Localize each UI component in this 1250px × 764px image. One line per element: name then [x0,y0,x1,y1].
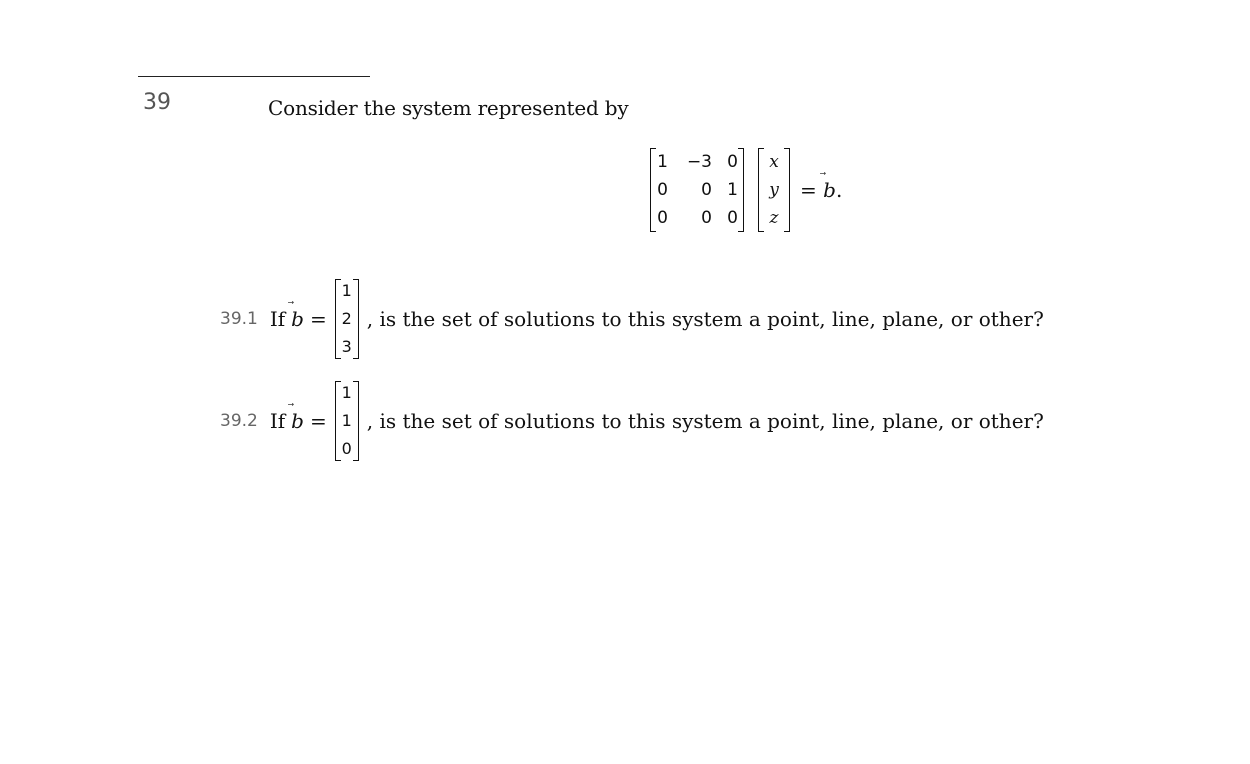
variable-cell: z [769,208,779,228]
subproblem-39-2 [220,376,1044,466]
variable-cell: x [769,152,779,172]
matrix-cell: 1 [657,152,668,172]
problem-number: 39 [143,90,171,115]
b-vector [335,277,359,361]
vector-cell: 3 [341,337,352,356]
equation-rhs [800,178,842,202]
matrix-cell: 0 [701,208,712,228]
problem-intro: Consider the system represented by [268,96,629,120]
matrix-cell: 0 [701,180,712,200]
coefficient-matrix [650,146,744,234]
if-label: If [269,307,286,331]
matrix-cell: 0 [727,152,738,172]
vector-cell: 0 [341,439,352,458]
vector-b-symbol: b [291,409,304,433]
vector-cell: 2 [341,309,352,328]
subproblem-number: 39.1 [220,309,258,329]
vector-cell: 1 [341,411,352,430]
subproblem-question: , is the set of solutions to this system a point, line, plane, or other? [366,307,1044,331]
matrix-cell: 0 [657,180,668,200]
equation-period: . [835,178,843,202]
vector-cell: 1 [341,281,352,300]
equals-sign: = [309,409,327,433]
matrix-cell: 0 [727,208,738,228]
matrix-cell: 1 [727,180,738,200]
equals-sign: = [800,178,817,202]
vector-cell: 1 [341,383,352,402]
if-label: If [269,409,286,433]
subproblem-number: 39.2 [220,411,258,431]
top-rule [138,76,370,77]
subproblem-39-1 [220,274,1044,364]
subproblem-question: , is the set of solutions to this system a point, line, plane, or other? [366,409,1044,433]
equals-sign: = [309,307,327,331]
vector-b-symbol: b [823,178,836,202]
matrix-cell: −3 [686,152,712,172]
variable-vector [758,146,790,234]
variable-cell: y [769,180,779,200]
b-vector [335,379,359,463]
vector-b-symbol: b [291,307,304,331]
system-equation [650,142,842,238]
matrix-cell: 0 [657,208,668,228]
